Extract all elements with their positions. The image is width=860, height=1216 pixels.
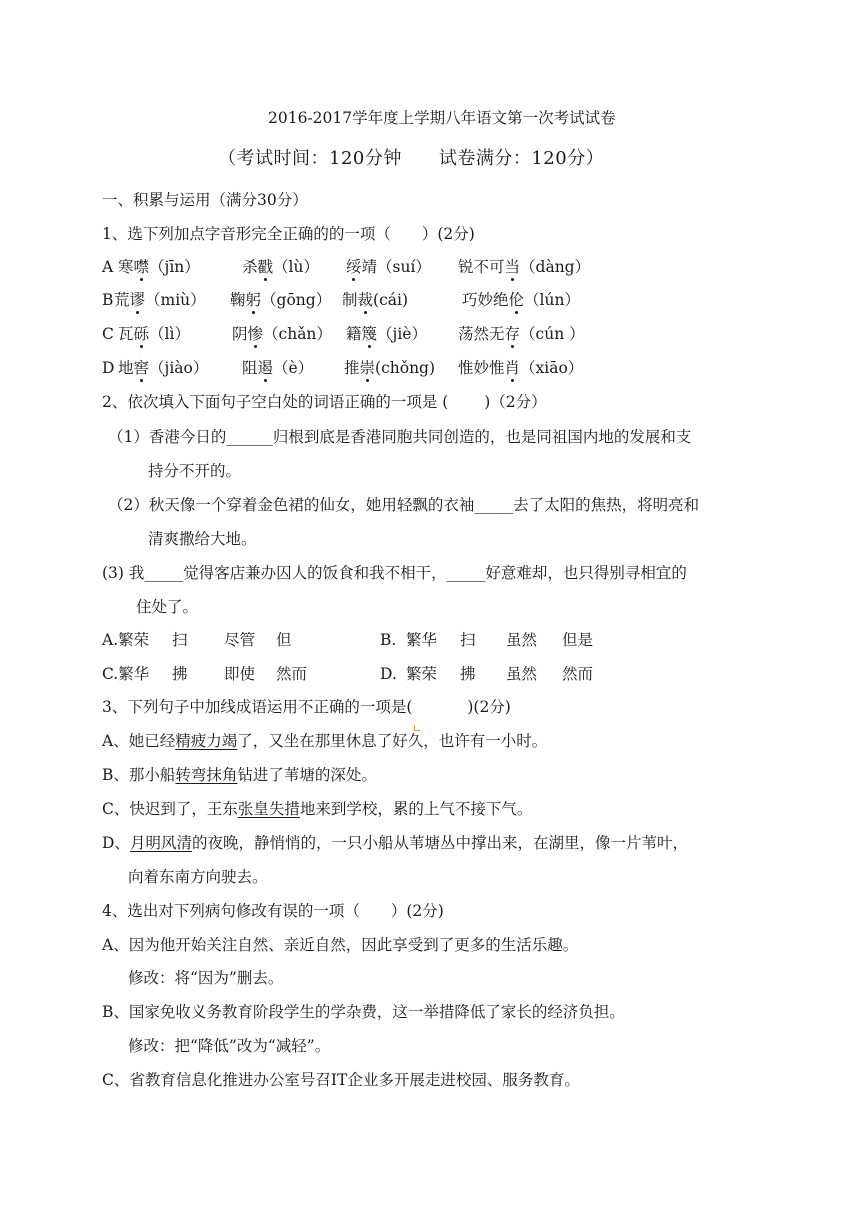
q1-d-item-3: 推崇(chǒng) (344, 359, 436, 377)
q2-sentence-2: （2）秋天像一个穿着金色裙的仙女，她用轻飘的衣袖_____去了太阳的焦热，将明亮和 (108, 496, 700, 514)
exam-subtitle: （考试时间：120分钟 试卷满分：120分） (218, 148, 605, 169)
idiom-underlined: 转弯抹角 (175, 766, 238, 784)
q2-b-word-3: 虽然 (506, 631, 538, 649)
q1-a-item-2: 杀戳（lù） (242, 258, 319, 276)
q2-a-word-2: 扫 (172, 631, 188, 649)
q3-option-b: B、那小船转弯抹角钻进了苇塘的深处。 (102, 766, 377, 784)
q4-option-c: C、省教育信息化推进办公室号召IT企业多开展走进校园、服务教育。 (102, 1071, 580, 1089)
q4-option-b-fix: 修改：把“降低”改为“减轻”。 (128, 1037, 331, 1055)
q2-sentence-3: (3) 我_____觉得客店兼办囚人的饭食和我不相干，_____好意难却，也只得别寻相宜的 (102, 564, 687, 582)
q2-d-word-4: 然而 (562, 665, 594, 683)
q1-c-item-2: 阴惨（chǎn） (232, 325, 332, 343)
question-2-stem: 2、依次填入下面句子空白处的词语正确的一项是 ( )（2分） (102, 393, 547, 411)
option-letter: B (102, 291, 114, 309)
q1-a-item-4: 锐不可当（dàng） (458, 258, 591, 276)
option-letter: A (102, 258, 114, 276)
exam-title: 2016-2017学年度上学期八年语文第一次考试试卷 (268, 109, 616, 127)
q3-stem-score: )(2分) (462, 698, 511, 716)
q2-sentence-1-cont: 持分不开的。 (148, 462, 242, 480)
q2-c-word-1: C.繁华 (102, 665, 150, 683)
section-heading: 一、积累与运用（满分30分） (102, 191, 308, 209)
idiom-underlined: 月明风清 (129, 834, 192, 852)
question-4-stem: 4、选出对下列病句修改有误的一项（ ）(2分) (102, 902, 444, 920)
option-letter: C (102, 325, 114, 343)
q2-b-word-1: 繁华 (406, 631, 438, 649)
q2-c-word-4: 然而 (276, 665, 308, 683)
q1-c-item-3: 籍篾（jiè） (346, 325, 427, 343)
q2-sentence-3-cont: 住处了。 (136, 598, 199, 616)
q4-option-a: A、因为他开始关注自然、亲近自然，因此享受到了更多的生活乐趣。 (102, 936, 579, 954)
idiom-underlined: 精疲力竭 (175, 732, 238, 750)
q1-b-item-4: 巧妙绝伦（lún） (462, 291, 580, 309)
q3-stem-text: 3、下列句子中加线成语运用不正确的一项是( (102, 698, 413, 716)
q1-b-item-2: 鞠躬（gōng） (230, 291, 332, 309)
q3-option-c: C、快迟到了，王东张皇失措地来到学校，累的上气不接下气。 (102, 800, 533, 818)
q2-a-word-1: A.繁荣 (102, 631, 150, 649)
q1-c-item-1: 瓦砾（lì） (118, 325, 190, 343)
q1-b-item-1: 荒谬（miù） (114, 291, 206, 309)
question-1-stem: 1、选下列加点字音形完全正确的的一项（ ）(2分) (102, 225, 475, 243)
q2-a-word-4: 但 (276, 631, 292, 649)
question-3-stem (102, 697, 511, 717)
q2-d-word-1: 繁荣 (406, 665, 438, 683)
q2-d-letter: D. (380, 665, 397, 683)
q4-option-a-fix: 修改：将“因为”删去。 (128, 969, 284, 987)
q1-a-item-3: 绥靖（suí） (346, 258, 431, 276)
q4-option-b: B、国家免收义务教育阶段学生的学杂费，这一举措降低了家长的经济负担。 (102, 1003, 625, 1021)
q2-a-word-3: 尽管 (224, 631, 256, 649)
q2-b-letter: B. (380, 631, 397, 649)
q2-sentence-1: （1）香港今日的______归根到底是香港同胞共同创造的，也是同祖国内地的发展和支 (108, 428, 692, 446)
q2-d-word-2: 拂 (460, 665, 476, 683)
q1-d-item-4: 惟妙惟肖（xiāo） (458, 359, 584, 377)
q1-c-item-4: 荡然无存（cún ） (458, 325, 585, 343)
q1-d-item-2: 阻遏（è） (242, 359, 314, 377)
q2-c-word-2: 拂 (172, 665, 188, 683)
q2-b-word-2: 扫 (460, 631, 476, 649)
option-letter: D (102, 359, 115, 377)
q1-d-item-1: 地窖（jiào） (118, 359, 209, 377)
idiom-underlined: 张皇失措 (237, 800, 300, 818)
q1-b-item-3: 制裁(cái) (342, 291, 409, 309)
q2-b-word-4: 但是 (562, 631, 594, 649)
q2-sentence-2-cont: 清爽撒给大地。 (148, 530, 257, 548)
q1-a-item-1: 寒噤（jīn） (118, 258, 200, 276)
q3-option-d: D、月明风清的夜晚，静悄悄的，一只小船从苇塘丛中撑出来，在湖里，像一片苇叶， (102, 834, 688, 852)
q3-option-a: A、她已经精疲力竭了，又坐在那里休息了好久，也许有一小时。 (102, 732, 548, 750)
q3-option-d-cont: 向着东南方向驶去。 (128, 868, 268, 886)
q2-c-word-3: 即使 (224, 665, 256, 683)
q2-d-word-3: 虽然 (506, 665, 538, 683)
